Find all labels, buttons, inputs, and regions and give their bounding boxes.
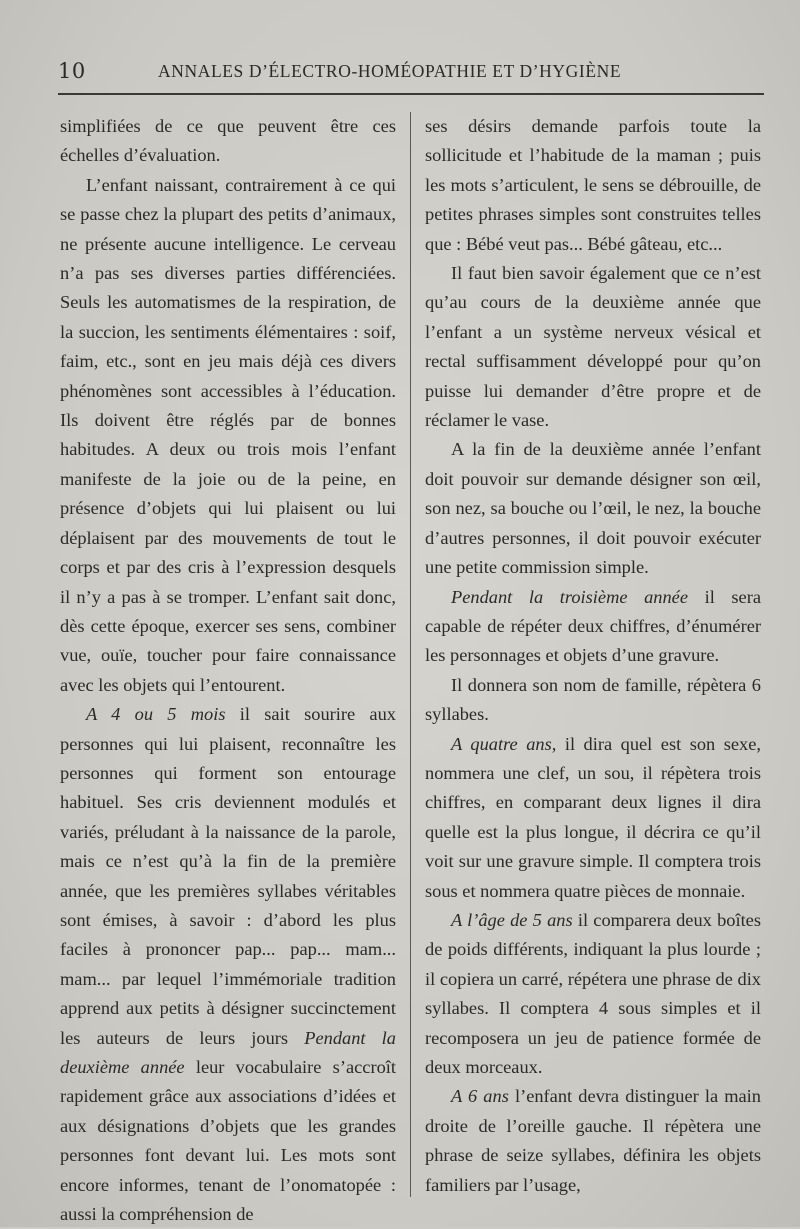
paragraph: A la fin de la deuxième année l’enfant doit pouvoir sur demande désigner son œil, son nez, sa bouche ou l’œil, le nez, la bouche d’autres personnes, il doit pouvoir exécuter une petite commission simple. [425,439,761,578]
paragraph [425,583,761,671]
header-rule [58,93,764,95]
paragraph-text: il sera capable de répéter deux chiffres, d’énumérer les personnages et objets d’une gravure. [425,586,761,666]
paragraph: Il donnera son nom de famille, répètera 6 syllabes. [425,674,761,725]
paragraph-text: il comparera deux boîtes de poids différents, indiquant la plus lourde ; il copiera un carré, répétera une phrase de dix syllabes. Il comptera 4 sous simples et il recomposera un jeu de patience formée de deux morceaux. [425,909,761,1077]
italic-phrase: Pendant la troisième année [451,586,689,607]
paragraph-text: l’enfant devra distinguer la main droite de l’oreille gauche. Il répètera une phrase de seize syllabes, définira les objets familiers par l’usage, [425,1086,761,1195]
italic-phrase: Pendant la deuxième année [60,1027,396,1077]
column-divider [410,112,411,1197]
paragraph [425,1082,761,1200]
paragraph [60,700,396,1229]
italic-phrase: A l’âge de 5 ans [451,909,573,930]
paragraph: simplifiées de ce que peuvent être ces échelles d’évaluation. [60,116,396,166]
paragraph-text: il sait sourire aux personnes qui lui plaisent, reconnaître les personnes qui forment son entourage habituel. Ses cris deviennent modulés et variés, préludant à la naissance de la parole, mais ce n’est qu’à la fin de la première année, que les premières syllabes véritables sont émises, à savoir : d’abord les plus faciles à prononcer pap... pap... mam... mam... par lequel l’immémoriale tradition apprend aux petits à désigner succinctement les auteurs de leurs jours [60,704,396,1048]
paragraph [425,906,761,1082]
running-title: ANNALES D’ÉLECTRO-HOMÉOPATHIE ET D’HYGIÈNE [158,61,622,81]
paragraph: Il faut bien savoir également que ce n’est qu’au cours de la deuxième année que l’enfant a un système nerveux vésical et rectal suffisamment développé pour qu’on puisse lui demander d’être propre et de réclamer le vase. [425,263,761,431]
paragraph-text: il dira quel est son sexe, nommera une clef, un sou, il répètera trois chiffres, en comparant deux lignes il dira quelle est la plus longue, il décrira ce qu’il voit sur une gravure simple. Il comptera trois sous et nommera quatre pièces de monnaie. [425,733,762,901]
paragraph [425,730,761,906]
italic-phrase: A quatre ans, [451,733,557,754]
right-column [425,112,761,1200]
left-column [60,112,396,1229]
italic-phrase: A 6 ans [451,1086,509,1107]
page-header [58,57,764,91]
italic-phrase: A 4 ou 5 mois [86,704,226,725]
paragraph-text: leur vocabulaire s’accroît rapidement grâce aux associations d’idées et aux désignations d’objets que les grandes personnes font devant lui. Les mots sont encore informes, tenant de l’onomatopée : aussi la compréhension de [60,1057,396,1225]
paragraph: L’enfant naissant, contrairement à ce qui se passe chez la plupart des petits d’animaux, ne présente aucune intelligence. Le cerveau n’a pas ses diverses parties différenciées. Seuls les automatismes de la respiration, de la succion, les sentiments élémentaires : soif, faim, etc., sont en jeu mais déjà ces divers phénomènes sont accessibles à l’éducation. Ils doivent être réglés par de bonnes habitudes. A deux ou trois mois l’enfant manifeste de la joie ou de la peine, en présence d’objets qui lui plaisent ou lui déplaisent par des mouvements de tout le corps et par des cris à l’expression desquels il n’y a pas à se tromper. L’enfant sait donc, dès cette époque, exercer ses sens, combiner vue, ouïe, toucher pour faire connaissance avec les objets qui l’entourent. [60,174,396,695]
paragraph: ses désirs demande parfois toute la sollicitude et l’habitude de la maman ; puis les mots s’articulent, le sens se débrouille, de petites phrases simples sont construites telles que : Bébé veut pas... Bébé gâteau, etc... [425,116,761,254]
page-number: 10 [58,59,86,83]
